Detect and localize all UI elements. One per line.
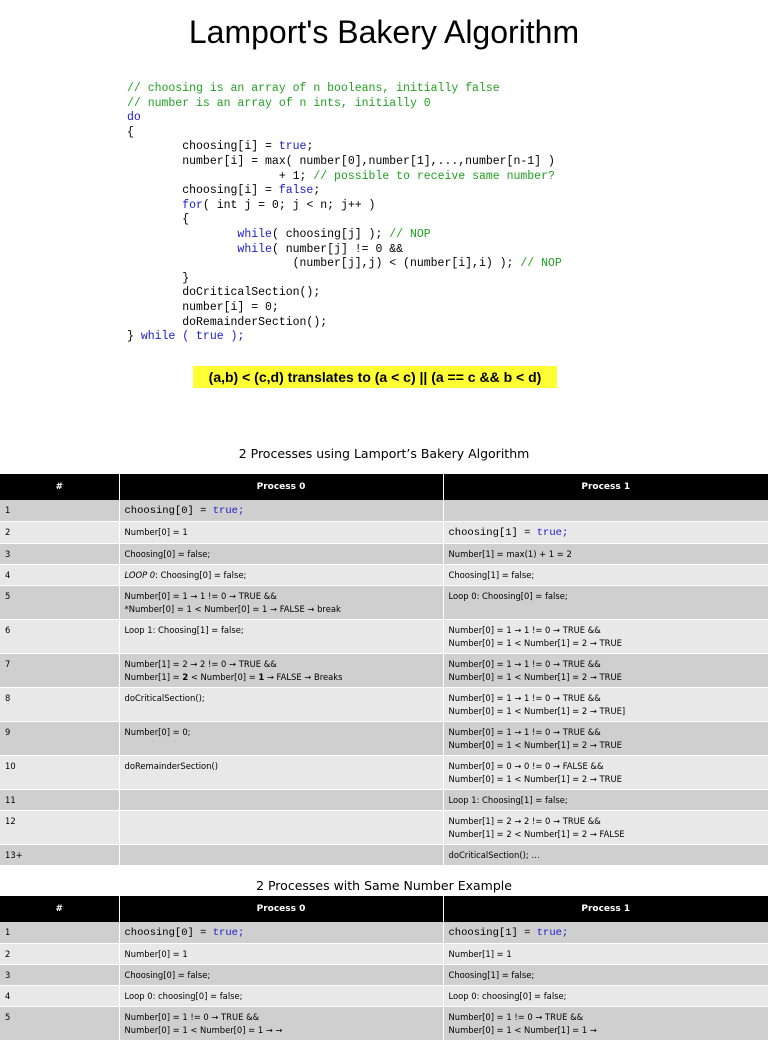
process0-cell: [119, 544, 443, 565]
cell-line: [449, 969, 764, 982]
code-text: {: [127, 125, 134, 139]
code-line: [127, 257, 562, 270]
cell-line: [449, 760, 764, 773]
cell-text: Number[0] = 1 < Number[1] = 2 → TRUE: [448, 638, 622, 648]
cell-text: true: [212, 927, 238, 939]
code-keyword: while: [127, 227, 272, 241]
code-text: number[i] = 0;: [127, 300, 279, 314]
cell-text: Number[0] = 1: [124, 527, 188, 537]
cell-line: [125, 969, 438, 982]
cell-line: [449, 624, 764, 637]
step-number: 4: [0, 986, 119, 1007]
process1-cell: [443, 544, 768, 565]
cell-line: [125, 504, 438, 518]
step-number: 2: [0, 522, 119, 544]
cell-text: Number[0] = 1 → 1 != 0 → TRUE &&: [448, 659, 601, 669]
code-text: ;: [313, 184, 321, 198]
code-keyword: do: [127, 111, 141, 125]
code-comment: // NOP: [520, 257, 562, 271]
cell-text: doCriticalSection();: [124, 693, 205, 703]
code-block: [127, 82, 562, 345]
table-row: [0, 965, 768, 986]
cell-text: Loop 0: Choosing[0] = false;: [448, 591, 568, 601]
cell-text: true: [212, 505, 238, 517]
cell-text: Number[0] = 1 → 1 != 0 → TRUE &&: [448, 625, 601, 635]
step-number: 3: [0, 544, 119, 565]
cell-text: Number[0] = 0 → 0 != 0 → FALSE &&: [448, 761, 604, 771]
code-text: ( choosing[j] );: [271, 227, 390, 241]
process0-cell: [119, 654, 443, 688]
code-keyword: while: [140, 330, 176, 344]
code-line: [127, 199, 375, 212]
cell-text: Loop 1: Choosing[1] = false;: [124, 625, 244, 635]
code-text: ( number[j] != 0 &&: [271, 242, 404, 256]
col-header-number: #: [0, 896, 119, 922]
code-comment: // choosing is an array of n booleans, initially false: [127, 82, 500, 95]
process0-cell: [119, 986, 443, 1007]
cell-line: [125, 760, 438, 773]
cell-line: [125, 990, 438, 1003]
code-line: [127, 243, 403, 256]
step-number: 5: [0, 586, 119, 620]
step-number: 11: [0, 790, 119, 811]
cell-text: ;: [561, 527, 569, 539]
cell-line: [125, 1011, 438, 1024]
process0-cell: [119, 500, 443, 522]
cell-text: choosing[1] =: [448, 527, 537, 539]
cell-line: [449, 990, 764, 1003]
table-row: [0, 565, 768, 586]
table-row: [0, 522, 768, 544]
process1-cell: [443, 845, 768, 866]
cell-line: [125, 671, 438, 684]
code-text: number[i] = max( number[0],number[1],...,number[n-1] ): [127, 154, 555, 168]
cell-line: [449, 1024, 764, 1037]
code-line: [127, 184, 320, 197]
process0-cell: [119, 522, 443, 544]
process1-cell: [443, 811, 768, 845]
col-header-process0: Process 0: [119, 474, 443, 500]
cell-text: Choosing[0] = false;: [124, 549, 211, 559]
cell-text: doCriticalSection(); …: [448, 850, 540, 860]
cell-text: Number[0] = 1 < Number[1] = 2 → TRUE]: [448, 706, 626, 716]
cell-line: [125, 692, 438, 705]
code-keyword: true: [278, 140, 307, 154]
col-header-process0: Process 0: [119, 896, 443, 922]
cell-text: doRemainderSection(): [124, 761, 219, 771]
cell-line: [449, 794, 764, 807]
process0-cell: [119, 722, 443, 756]
cell-line: [449, 705, 764, 718]
code-keyword: while: [127, 242, 272, 256]
code-comment: // possible to receive same number?: [313, 169, 555, 183]
table-row: [0, 586, 768, 620]
cell-line: [125, 569, 438, 582]
page-title: Lamport's Bakery Algorithm: [188, 14, 580, 50]
code-text: ;: [306, 140, 314, 154]
step-number: 4: [0, 565, 119, 586]
code-text: + 1;: [127, 169, 314, 183]
cell-text: Number[1] = 2 → 2 != 0 → TRUE &&: [448, 816, 601, 826]
code-line: [127, 228, 431, 241]
process0-cell: [119, 922, 443, 944]
cell-line: [449, 569, 764, 582]
code-comment: // number is an array of n ints, initially 0: [127, 96, 431, 110]
cell-text: Choosing[0] = false;: [124, 970, 211, 980]
process1-cell: [443, 944, 768, 965]
cell-text: choosing[1] =: [448, 927, 537, 939]
cell-text: ;: [237, 927, 245, 939]
table-row: [0, 722, 768, 756]
process0-cell: [119, 620, 443, 654]
code-line: [127, 272, 189, 285]
code-line: [127, 97, 431, 110]
process1-cell: [443, 586, 768, 620]
cell-text: Number[0] = 1 != 0 → TRUE &&: [448, 1012, 584, 1022]
cell-text: Number[0] = 1 < Number[1] = 2 → TRUE: [448, 740, 622, 750]
process-table-1: [0, 474, 768, 866]
cell-line: [449, 526, 764, 540]
code-text: (number[j],j) < (number[i],i) );: [127, 257, 521, 271]
process1-cell: [443, 500, 768, 522]
table1-title: 2 Processes using Lamport’s Bakery Algorithm: [238, 446, 530, 461]
step-number: 1: [0, 922, 119, 944]
cell-text: true: [536, 527, 562, 539]
cell-line: [449, 1011, 764, 1024]
cell-text: Number[0] = 1 → 1 != 0 → TRUE &&: [448, 727, 601, 737]
step-number: 12: [0, 811, 119, 845]
process1-cell: [443, 790, 768, 811]
cell-text: Number[0] = 1 < Number[1] = 1 →: [448, 1025, 597, 1035]
cell-text: Choosing[1] = false;: [448, 570, 535, 580]
step-number: 9: [0, 722, 119, 756]
cell-text: 2: [182, 672, 189, 682]
col-header-process1: Process 1: [443, 474, 768, 500]
cell-text: Loop 1: Choosing[1] = false;: [448, 795, 568, 805]
table-row: [0, 500, 768, 522]
process1-cell: [443, 965, 768, 986]
table-row: [0, 811, 768, 845]
cell-line: [449, 828, 764, 841]
cell-text: Number[1] = 2 < Number[1] = 2 → FALSE: [448, 829, 625, 839]
step-number: 3: [0, 965, 119, 986]
cell-text: ;: [237, 505, 245, 517]
cell-line: [449, 739, 764, 752]
process1-cell: [443, 522, 768, 544]
process0-cell: [119, 811, 443, 845]
cell-text: < Number[0] =: [188, 672, 259, 682]
cell-line: [125, 548, 438, 561]
code-comment: // NOP: [389, 227, 431, 241]
code-line: [127, 286, 320, 299]
table-row: [0, 986, 768, 1007]
cell-text: 1: [258, 672, 265, 682]
callout-note: (a,b) < (c,d) translates to (a < c) || (a == c && b < d): [193, 366, 557, 388]
process1-cell: [443, 986, 768, 1007]
col-header-process1: Process 1: [443, 896, 768, 922]
cell-text: choosing[0] =: [124, 505, 213, 517]
code-line: [127, 316, 327, 329]
cell-text: LOOP 0: [124, 570, 156, 580]
step-number: 2: [0, 944, 119, 965]
cell-line: [449, 849, 764, 862]
process1-cell: [443, 722, 768, 756]
process0-cell: [119, 688, 443, 722]
code-text: }: [127, 271, 190, 285]
cell-text: Choosing[1] = false;: [448, 970, 535, 980]
cell-text: Number[1] =: [124, 672, 183, 682]
cell-line: [449, 637, 764, 650]
step-number: 13+: [0, 845, 119, 866]
process-table-2: [0, 896, 768, 1041]
cell-text: : Choosing[0] = false;: [155, 570, 247, 580]
process0-cell: [119, 845, 443, 866]
cell-text: *Number[0] = 1 < Number[0] = 1 → FALSE → break: [124, 604, 341, 614]
cell-line: [449, 590, 764, 603]
cell-line: [125, 948, 438, 961]
cell-line: [449, 815, 764, 828]
cell-text: Number[1] = 2 → 2 != 0 → TRUE &&: [124, 659, 277, 669]
code-line: [127, 301, 279, 314]
code-keyword: false: [278, 184, 314, 198]
cell-text: Loop 0: choosing[0] = false;: [124, 991, 243, 1001]
cell-line: [449, 773, 764, 786]
process1-cell: [443, 565, 768, 586]
code-line: [127, 213, 189, 226]
cell-line: [449, 692, 764, 705]
cell-text: Number[0] = 0;: [124, 727, 191, 737]
step-number: 10: [0, 756, 119, 790]
cell-text: Number[0] = 1: [124, 949, 188, 959]
cell-line: [449, 671, 764, 684]
table-row: [0, 654, 768, 688]
step-number: 8: [0, 688, 119, 722]
table-row: [0, 790, 768, 811]
cell-text: Number[0] = 1 != 0 → TRUE &&: [124, 1012, 260, 1022]
code-text: {: [127, 213, 190, 227]
process0-cell: [119, 586, 443, 620]
code-line: [127, 82, 500, 95]
table-row: [0, 922, 768, 944]
process1-cell: [443, 688, 768, 722]
table-row: [0, 688, 768, 722]
process0-cell: [119, 944, 443, 965]
cell-line: [125, 590, 438, 603]
table2-title: 2 Processes with Same Number Example: [256, 878, 512, 893]
table-row: [0, 845, 768, 866]
table-row: [0, 620, 768, 654]
cell-text: choosing[0] =: [124, 927, 213, 939]
cell-line: [125, 603, 438, 616]
code-line: [127, 155, 555, 168]
process0-cell: [119, 965, 443, 986]
cell-text: Number[1] = 1: [448, 949, 512, 959]
col-header-number: #: [0, 474, 119, 500]
process0-cell: [119, 790, 443, 811]
cell-line: [449, 726, 764, 739]
process1-cell: [443, 922, 768, 944]
process0-cell: [119, 756, 443, 790]
cell-line: [125, 726, 438, 739]
cell-text: Number[0] = 1 < Number[0] = 1 → →: [124, 1025, 283, 1035]
cell-text: Loop 0: choosing[0] = false;: [448, 991, 567, 1001]
cell-text: Number[0] = 1 < Number[1] = 2 → TRUE: [448, 774, 622, 784]
cell-line: [125, 926, 438, 940]
cell-line: [125, 1024, 438, 1037]
step-number: 1: [0, 500, 119, 522]
cell-line: [449, 658, 764, 671]
step-number: 7: [0, 654, 119, 688]
code-line: [127, 111, 141, 124]
code-text: choosing[i] =: [127, 184, 279, 198]
cell-line: [449, 548, 764, 561]
code-line: [127, 330, 244, 343]
code-line: [127, 170, 555, 183]
code-keyword: ( true );: [175, 330, 245, 344]
code-line: [127, 126, 134, 139]
process1-cell: [443, 654, 768, 688]
cell-line: [449, 926, 764, 940]
code-text: ( int j = 0; j < n; j++ ): [202, 198, 376, 212]
code-text: }: [127, 330, 141, 344]
cell-text: → FALSE → Breaks: [264, 672, 343, 682]
process0-cell: [119, 565, 443, 586]
table-row: [0, 944, 768, 965]
code-line: [127, 140, 313, 153]
cell-text: true: [536, 927, 562, 939]
table-row: [0, 544, 768, 565]
cell-text: Number[0] = 1 → 1 != 0 → TRUE &&: [448, 693, 601, 703]
process1-cell: [443, 620, 768, 654]
cell-line: [449, 948, 764, 961]
cell-line: [125, 624, 438, 637]
process1-cell: [443, 756, 768, 790]
code-text: doCriticalSection();: [127, 286, 321, 300]
table-row: [0, 756, 768, 790]
step-number: 6: [0, 620, 119, 654]
cell-text: Number[1] = max(1) + 1 = 2: [448, 549, 572, 559]
cell-text: Number[0] = 1 < Number[1] = 2 → TRUE: [448, 672, 622, 682]
step-number: 5: [0, 1007, 119, 1041]
code-text: choosing[i] =: [127, 140, 279, 154]
cell-line: [125, 526, 438, 539]
cell-line: [125, 658, 438, 671]
code-text: doRemainderSection();: [127, 315, 328, 329]
code-keyword: for: [127, 198, 203, 212]
cell-text: Number[0] = 1 → 1 != 0 → TRUE &&: [124, 591, 277, 601]
cell-text: ;: [561, 927, 569, 939]
